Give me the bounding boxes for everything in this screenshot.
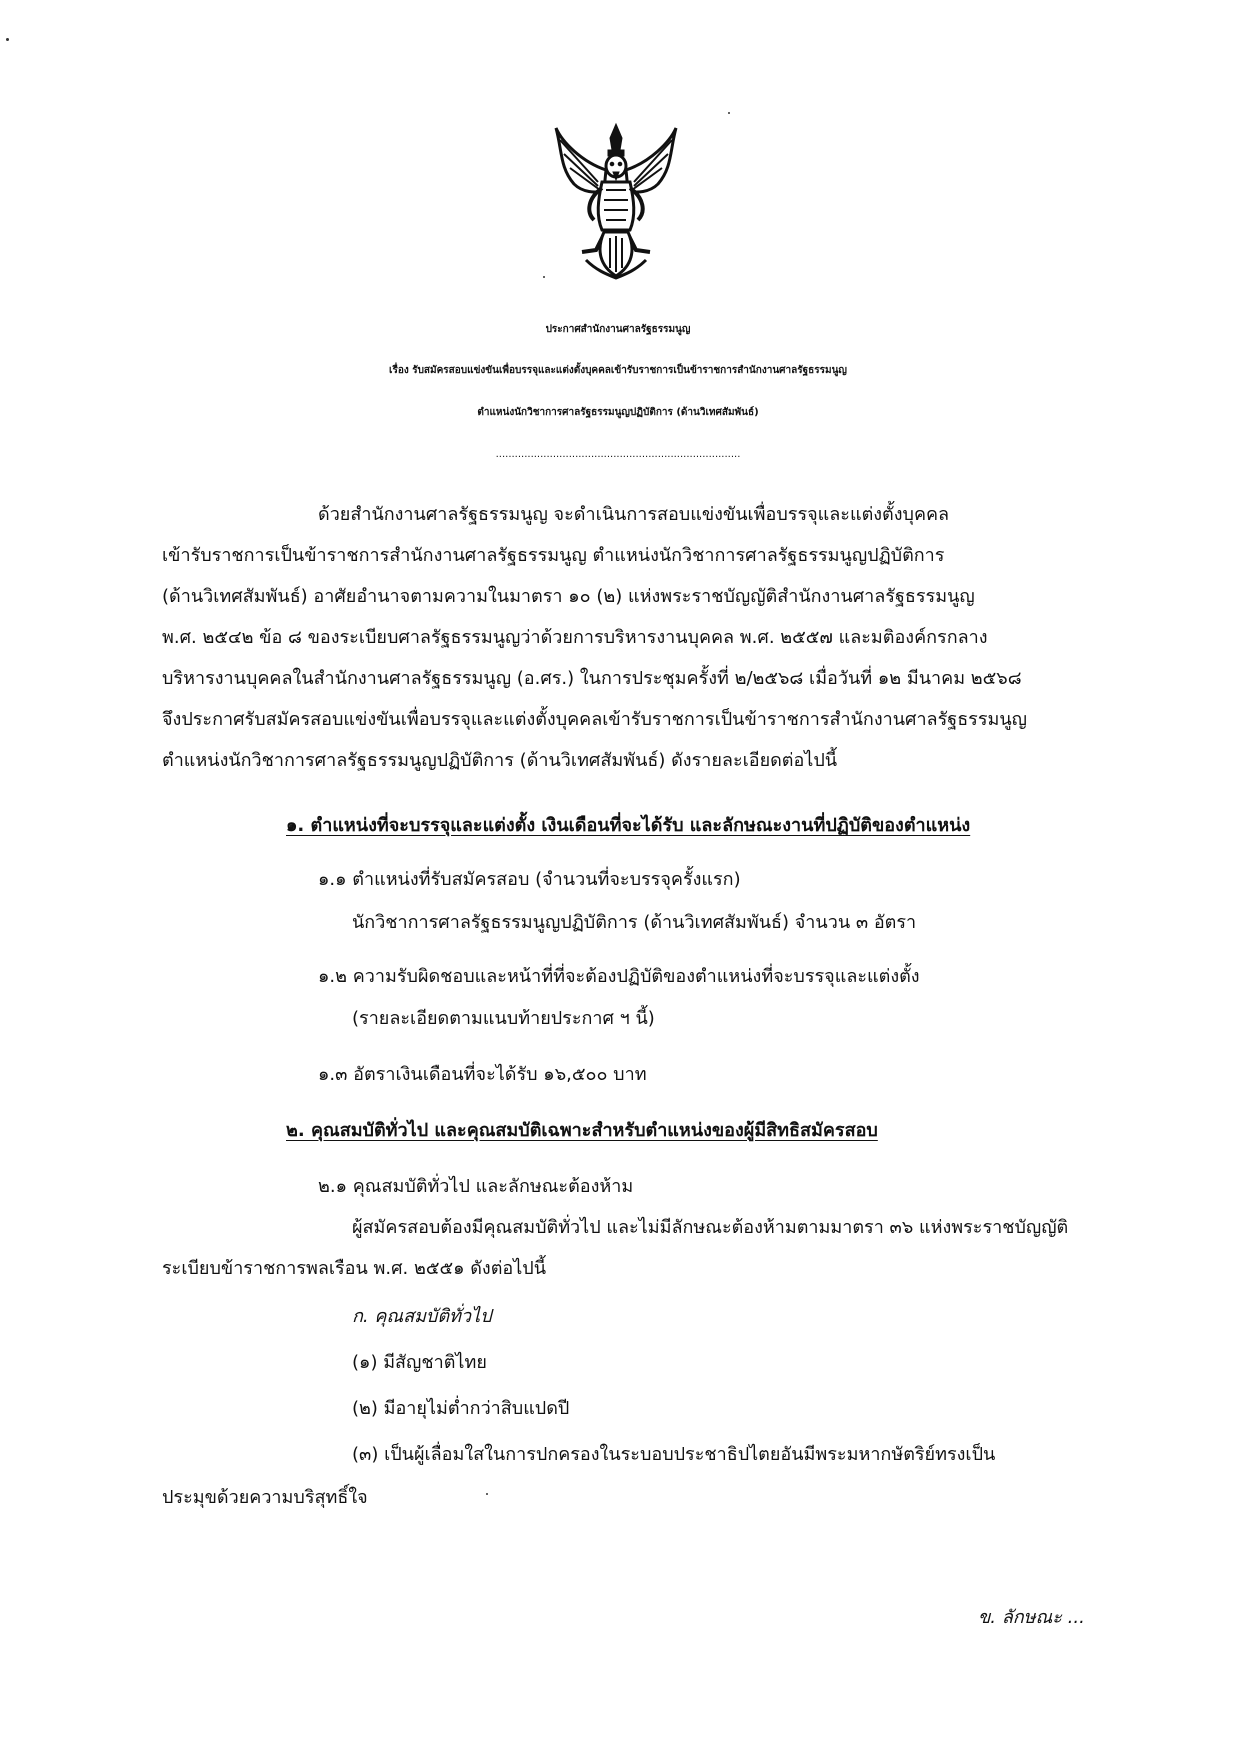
- qualification-paragraph-line-1: ผู้สมัครสอบต้องมีคุณสมบัติทั่วไป และไม่มีลักษณะต้องห้ามตามมาตรา ๓๖ แห่งพระราชบัญญัติ: [352, 1217, 1069, 1238]
- scan-speck: [6, 38, 9, 41]
- announcement-subject: เรื่อง รับสมัครสอบแข่งขันเพื่อบรรจุและแต่งตั้งบุคคลเข้ารับราชการเป็นข้าราชการสำนักงานศาลรัฐธรรมนูญ: [389, 365, 847, 376]
- intro-line-1: ด้วยสำนักงานศาลรัฐธรรมนูญ จะดำเนินการสอบแข่งขันเพื่อบรรจุและแต่งตั้งบุคคล: [318, 504, 950, 525]
- intro-line-4: พ.ศ. ๒๕๔๒ ข้อ ๘ ของระเบียบศาลรัฐธรรมนูญว่าด้วยการบริหารงานบุคคล พ.ศ. ๒๕๕๗ และมติองค์กรกลาง: [162, 627, 988, 648]
- garuda-emblem-icon: [552, 120, 680, 282]
- sub-heading-a: ก. คุณสมบัติทั่วไป: [352, 1306, 492, 1327]
- qualification-paragraph-line-2: ระเบียบข้าราชการพลเรือน พ.ศ. ๒๕๕๑ ดังต่อไปนี้: [162, 1258, 546, 1279]
- scan-speck: [486, 1493, 488, 1495]
- item-1-1: ๑.๑ ตำแหน่งที่รับสมัครสอบ (จำนวนที่จะบรรจุครั้งแรก): [318, 869, 741, 890]
- section-2-heading: ๒. คุณสมบัติทั่วไป และคุณสมบัติเฉพาะสำหรับตำแหน่งของผู้มีสิทธิสมัครสอบ: [286, 1120, 878, 1141]
- item-1-2-detail: (รายละเอียดตามแนบท้ายประกาศ ฯ นี้): [352, 1008, 655, 1029]
- intro-line-7: ตำแหน่งนักวิชาการศาลรัฐธรรมนูญปฏิบัติการ (ด้านวิเทศสัมพันธ์) ดังรายละเอียดต่อไปนี้: [162, 750, 838, 771]
- intro-line-3: (ด้านวิเทศสัมพันธ์) อาศัยอำนาจตามความในมาตรา ๑๐ (๒) แห่งพระราชบัญญัติสำนักงานศาลรัฐธรรมนูญ: [162, 586, 975, 607]
- scan-speck: [728, 112, 730, 114]
- item-1-3: ๑.๓ อัตราเงินเดือนที่จะได้รับ ๑๖,๕๐๐ บาท: [318, 1064, 647, 1085]
- announcement-position: ตำแหน่งนักวิชาการศาลรัฐธรรมนูญปฏิบัติการ (ด้านวิเทศสัมพันธ์): [477, 407, 759, 418]
- intro-line-6: จึงประกาศรับสมัครสอบแข่งขันเพื่อบรรจุและแต่งตั้งบุคคลเข้ารับราชการเป็นข้าราชการสำนักงานศาลรัฐธรรมนูญ: [162, 709, 1028, 730]
- announcement-title: ประกาศสำนักงานศาลรัฐธรรมนูญ: [545, 324, 691, 335]
- page-continuation: ข. ลักษณะ ...: [978, 1607, 1085, 1628]
- qualification-2: (๒) มีอายุไม่ต่ำกว่าสิบแปดปี: [352, 1398, 570, 1419]
- section-1-heading: ๑. ตำแหน่งที่จะบรรจุและแต่งตั้ง เงินเดือนที่จะได้รับ และลักษณะงานที่ปฏิบัติของตำแหน่ง: [286, 815, 971, 836]
- item-2-1: ๒.๑ คุณสมบัติทั่วไป และลักษณะต้องห้าม: [318, 1176, 634, 1197]
- item-1-2: ๑.๒ ความรับผิดชอบและหน้าที่ที่จะต้องปฏิบัติของตำแหน่งที่จะบรรจุและแต่งตั้ง: [318, 966, 920, 987]
- qualification-3-line-2: ประมุขด้วยความบริสุทธิ์ใจ: [162, 1487, 368, 1508]
- qualification-3-line-1: (๓) เป็นผู้เลื่อมใสในการปกครองในระบอบประชาธิปไตยอันมีพระมหากษัตริย์ทรงเป็น: [352, 1444, 996, 1465]
- title-divider: .............................................................................: [495, 449, 741, 460]
- intro-line-5: บริหารงานบุคคลในสำนักงานศาลรัฐธรรมนูญ (อ.ศร.) ในการประชุมครั้งที่ ๒/๒๕๖๘ เมื่อวันที่ ๑๒ มีนาคม ๒๕๖๘: [162, 668, 1022, 689]
- scan-speck: [543, 276, 545, 278]
- item-1-1-detail: นักวิชาการศาลรัฐธรรมนูญปฏิบัติการ (ด้านวิเทศสัมพันธ์) จำนวน ๓ อัตรา: [352, 912, 917, 933]
- qualification-1: (๑) มีสัญชาติไทย: [352, 1352, 487, 1373]
- intro-line-2: เข้ารับราชการเป็นข้าราชการสำนักงานศาลรัฐธรรมนูญ ตำแหน่งนักวิชาการศาลรัฐธรรมนูญปฏิบัติการ: [162, 545, 945, 566]
